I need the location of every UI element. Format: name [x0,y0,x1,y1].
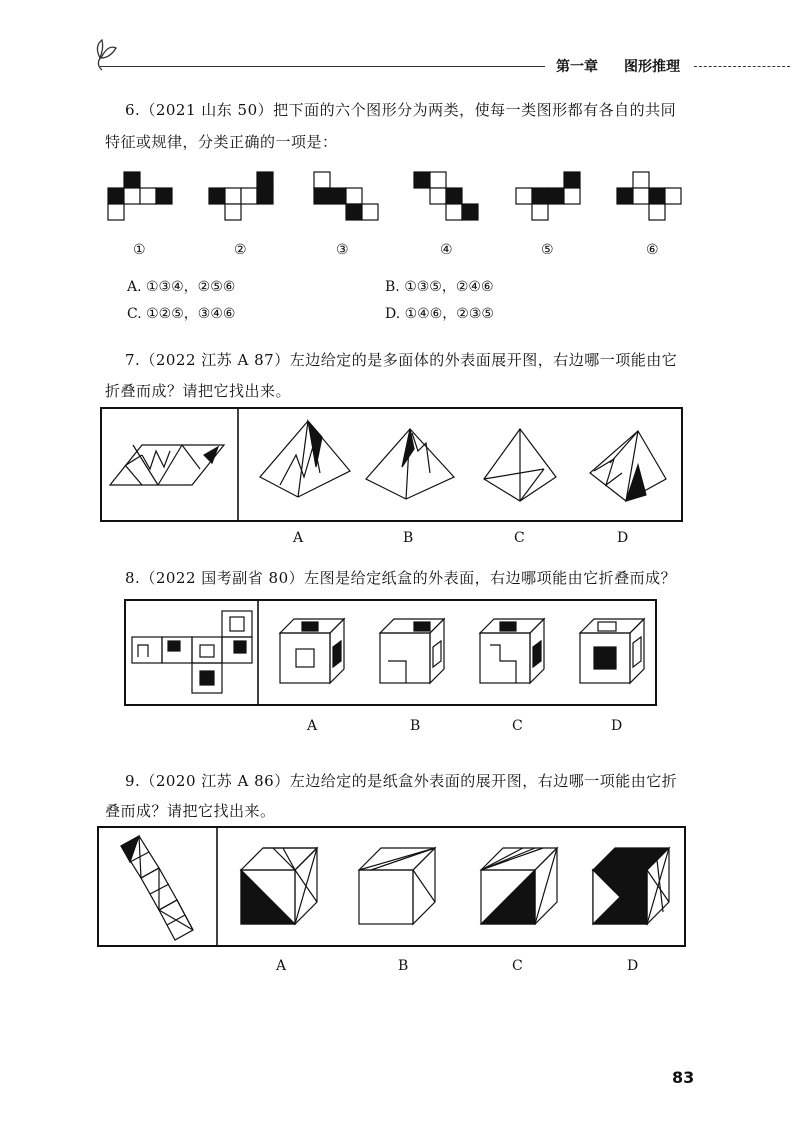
q6-figure-1 [108,172,172,220]
option-d: D. ①④⑥，②③⑤ [385,306,494,322]
box-net [132,611,252,693]
question-text: （2022 国考副省 80）左图是给定纸盒的外表面，右边哪项能由它折叠而成？ [140,569,677,587]
question-6-line1 [125,95,676,125]
q8-cube-b [380,619,444,683]
question-9-line1 [125,766,677,796]
question-number: 9. [125,772,141,790]
question-7-line1 [125,345,677,375]
choice-label: D [627,958,639,974]
q7-choice-a [260,421,350,497]
zigzag-net [121,836,193,940]
q6-figure-4 [414,172,478,220]
choice-label: A [293,530,304,546]
question-text: （2020 江苏 A 86）左边给定的是纸盒外表面的展开图，右边哪一项能由它折 [140,772,678,790]
q9-cube-c [481,848,557,924]
q7-choice-d [590,431,666,501]
q8-cube-d [580,619,644,683]
question-6-line2: 特征或规律，分类正确的一项是： [105,133,338,151]
option-c: C. ①②⑤，③④⑥ [127,306,236,322]
question-9-line2: 叠而成？请把它找出来。 [105,802,276,820]
choice-label: B [410,718,421,734]
question-number: 6. [125,101,141,119]
page-number: 83 [672,1068,695,1087]
figure-label: ④ [440,242,453,258]
q7-choice-b [366,429,454,499]
q9-cube-b [359,848,435,924]
question-8-line1 [125,563,676,593]
q8-figure-panel [124,599,658,707]
question-7-line2: 折叠而成？请把它找出来。 [105,382,292,400]
q7-figure-panel [100,407,684,523]
q6-figure-5 [516,172,580,220]
header-rule-left [100,66,545,67]
q9-figure-panel [97,826,687,948]
question-number: 7. [125,351,141,369]
polyhedron-net [110,445,224,485]
choice-label: A [307,718,318,734]
choice-label: A [276,958,287,974]
q6-figure-2 [209,172,273,220]
header-rule-right [694,66,790,67]
figure-label: ③ [336,242,349,258]
choice-label: B [398,958,409,974]
figure-label: ② [234,242,247,258]
choice-label: C [512,958,523,974]
figure-label: ⑥ [646,242,659,258]
choice-label: B [403,530,414,546]
choice-label: D [611,718,623,734]
choice-label: C [512,718,523,734]
question-text: （2021 山东 50）把下面的六个图形分为两类，使每一类图形都有各自的共同 [140,101,677,119]
q8-cube-c [480,619,544,683]
q9-cube-a [241,848,317,924]
q7-choice-c [484,429,556,501]
q6-figure-3 [314,172,378,220]
option-b: B. ①③⑤，②④⑥ [385,279,494,295]
q6-figure-6 [617,172,681,220]
q9-cube-d [593,848,669,924]
question-number: 8. [125,569,141,587]
figure-label: ① [133,242,146,258]
figure-label: ⑤ [541,242,554,258]
chapter-title: 图形推理 [624,59,680,75]
option-a: A. ①③④，②⑤⑥ [127,279,236,295]
chapter-label: 第一章 [556,59,598,75]
question-text: （2022 江苏 A 87）左边给定的是多面体的外表面展开图，右边哪一项能由它 [140,351,678,369]
q8-cube-a [280,619,344,683]
choice-label: C [514,530,525,546]
choice-label: D [617,530,629,546]
